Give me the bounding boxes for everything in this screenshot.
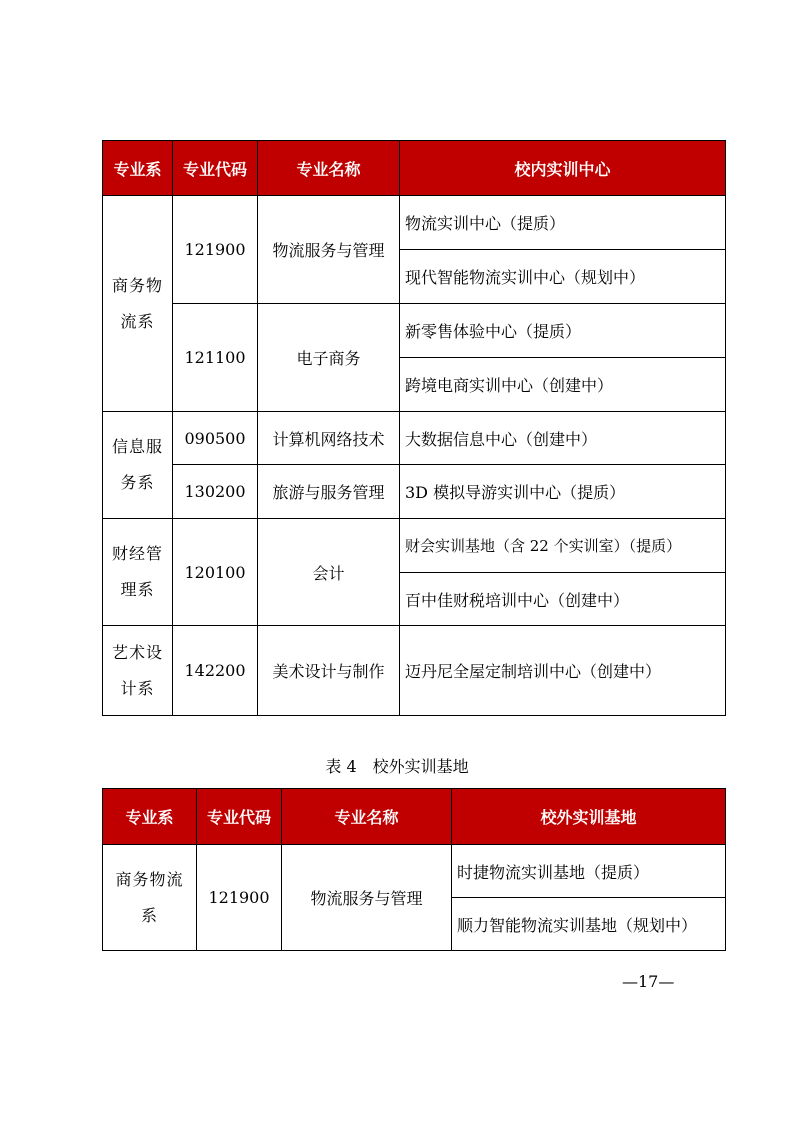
major-name-cell: 计算机网络技术 xyxy=(258,412,400,465)
major-name-cell: 物流服务与管理 xyxy=(258,196,400,304)
table-caption: 表 4 校外实训基地 xyxy=(325,757,469,776)
table-row xyxy=(103,465,726,519)
header-base: 校外实训基地 xyxy=(452,789,726,845)
page-number: —17— xyxy=(622,972,675,991)
table-row xyxy=(103,519,726,573)
table-row xyxy=(103,196,726,250)
major-name-cell: 会计 xyxy=(258,519,400,626)
header-center: 校内实训中心 xyxy=(400,141,726,196)
table-header-row xyxy=(103,141,726,196)
table-row xyxy=(103,626,726,716)
major-name-cell: 电子商务 xyxy=(258,304,400,412)
code-cell: 130200 xyxy=(173,465,258,519)
center-cell: 财会实训基地（含 22 个实训室）（提质） xyxy=(400,519,726,573)
header-name: 专业名称 xyxy=(258,141,400,196)
external-training-base-table xyxy=(102,788,726,951)
major-name-cell: 物流服务与管理 xyxy=(282,845,452,951)
center-cell: 3D 模拟导游实训中心（提质） xyxy=(400,465,726,519)
header-name: 专业名称 xyxy=(282,789,452,845)
code-cell: 121900 xyxy=(197,845,282,951)
code-cell: 120100 xyxy=(173,519,258,626)
header-dept: 专业系 xyxy=(103,141,173,196)
table-header-row xyxy=(103,789,726,845)
code-cell: 121900 xyxy=(173,196,258,304)
table-row xyxy=(103,412,726,465)
internal-training-center-table xyxy=(102,140,726,716)
major-name-cell: 美术设计与制作 xyxy=(258,626,400,716)
code-cell: 142200 xyxy=(173,626,258,716)
header-code: 专业代码 xyxy=(197,789,282,845)
code-cell: 121100 xyxy=(173,304,258,412)
dept-cell: 艺术设计系 xyxy=(103,626,173,716)
base-cell: 时捷物流实训基地（提质） xyxy=(452,845,726,898)
center-cell: 新零售体验中心（提质） xyxy=(400,304,726,358)
table-row xyxy=(103,845,726,898)
major-name-cell: 旅游与服务管理 xyxy=(258,465,400,519)
dept-cell: 商务物流系 xyxy=(103,845,197,951)
header-code: 专业代码 xyxy=(173,141,258,196)
center-cell: 大数据信息中心（创建中） xyxy=(400,412,726,465)
dept-cell: 商务物流系 xyxy=(103,196,173,412)
center-cell: 现代智能物流实训中心（规划中） xyxy=(400,250,726,304)
dept-cell: 财经管理系 xyxy=(103,519,173,626)
table-row xyxy=(103,304,726,358)
header-dept: 专业系 xyxy=(103,789,197,845)
base-cell: 顺力智能物流实训基地（规划中） xyxy=(452,898,726,951)
dept-cell: 信息服务系 xyxy=(103,412,173,519)
center-cell: 迈丹尼全屋定制培训中心（创建中） xyxy=(400,626,726,716)
center-cell: 跨境电商实训中心（创建中） xyxy=(400,358,726,412)
center-cell: 物流实训中心（提质） xyxy=(400,196,726,250)
center-cell: 百中佳财税培训中心（创建中） xyxy=(400,573,726,626)
code-cell: 090500 xyxy=(173,412,258,465)
